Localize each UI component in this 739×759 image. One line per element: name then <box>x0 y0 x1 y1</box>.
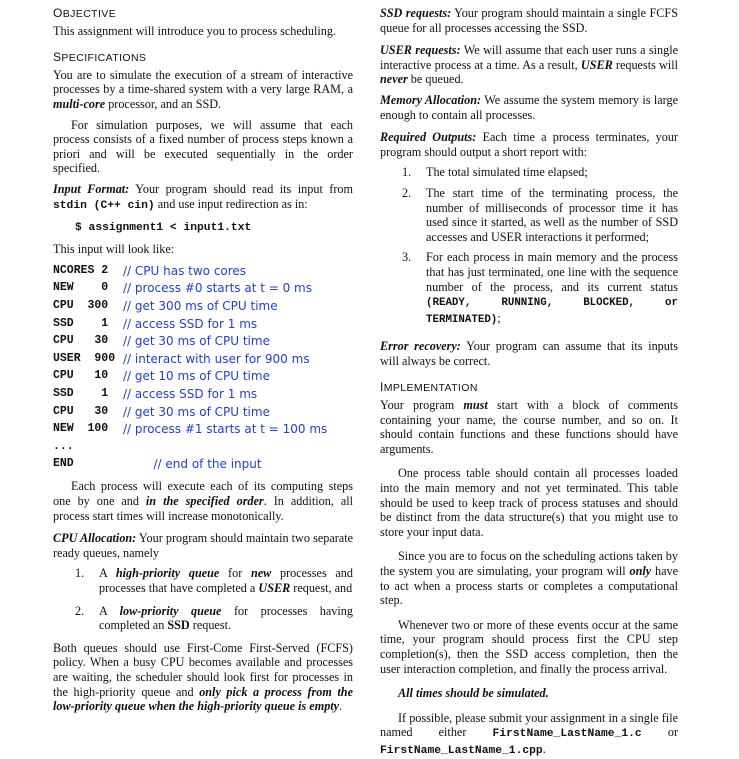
impl-paragraph-2: One process table should contain all processes loaded into the main memory and not yet terminated. This table should be used to keep track of process statuses and should be distinct from the data structure(s) that you might use to store your input data. <box>380 466 678 539</box>
code-keyword: END <box>53 457 74 471</box>
code-keyword: NEW 100 <box>53 422 109 436</box>
code-keyword: CPU 30 <box>53 334 109 348</box>
code-keyword: ... <box>53 439 74 453</box>
specifications-heading: SPECIFICATIONS <box>53 50 147 65</box>
input-look-like: This input will look like: <box>53 241 175 256</box>
fcfs-paragraph: Both queues should use First-Come First-Served (FCFS) policy. When a busy CPU becomes available and processes are waiting, the scheduler should look first for processes in the high-priority queue and only pick a process from the low-priority queue when the high-priority queue is empty. <box>53 640 353 714</box>
code-line <box>53 403 353 421</box>
code-line <box>53 438 353 456</box>
list-item: 2. The start time of the terminating process, the number of milliseconds of processor time it has used since it started, as well as the number of SSD accesses and USER interactions it performed; <box>402 185 678 244</box>
code-line <box>53 368 353 386</box>
memory-allocation-paragraph: Memory Allocation: We assume the system memory is large enough to contain all processes. <box>380 92 678 122</box>
code-comment: // interact with user for 900 ms <box>123 351 310 366</box>
code-line <box>53 333 353 351</box>
list-item: 1. A high-priority queue for new processes and processes that have completed a USER request, and <box>75 566 353 595</box>
spec-paragraph-1: You are to simulate the execution of a stream of interactive processes by a time-shared system with a very large RAM, a multi-core processor, and an SSD. <box>53 67 353 111</box>
ssd-requests-paragraph: SSD requests: Your program should maintain a single FCFS queue for all processes accessing the SSD. <box>380 6 678 35</box>
code-keyword: CPU 30 <box>53 404 109 418</box>
code-comment: // process #0 starts at t = 0 ms <box>123 281 312 296</box>
input-example <box>53 262 353 473</box>
objective-heading: OBJECTIVE <box>53 6 117 20</box>
code-line <box>53 280 353 298</box>
code-keyword: SSD 1 <box>53 316 109 330</box>
cpu-allocation-paragraph: CPU Allocation: Your program should maintain two separate ready queues, namely <box>53 531 353 560</box>
code-comment: // CPU has two cores <box>123 263 247 278</box>
input-format-paragraph: Input Format: Your program should read its input from stdin (C++ cin) and use input redirection as in: <box>53 181 353 212</box>
code-line <box>53 421 353 439</box>
left-column <box>53 6 353 714</box>
outputs-list <box>380 165 678 327</box>
code-keyword: USER 900 <box>53 351 116 365</box>
code-comment: // end of the input <box>123 457 262 472</box>
code-keyword: NEW 0 <box>53 281 109 295</box>
code-comment: // get 30 ms of CPU time <box>123 404 270 419</box>
command-line: $ assignment1 < input1.txt <box>75 222 252 235</box>
required-outputs-paragraph: Required Outputs: Each time a process terminates, your program should output a short report with: <box>380 130 678 159</box>
code-line <box>53 350 353 368</box>
code-keyword: CPU 10 <box>53 369 109 383</box>
impl-paragraph-3: Since you are to focus on the scheduling actions taken by the system you are simulating, your program will only have to act when a process starts or completes a computational step. <box>380 549 678 608</box>
right-column <box>380 6 678 759</box>
code-line <box>53 385 353 403</box>
list-item: 1. The total simulated time elapsed; <box>402 165 588 180</box>
spec-paragraph-2: For simulation purposes, we will assume that each process consists of a fixed number of process steps known a priori and will be executed sequentially in the order specified. <box>53 117 353 176</box>
implementation-heading: IMPLEMENTATION <box>380 380 478 395</box>
code-line <box>53 315 353 333</box>
code-line <box>53 262 353 280</box>
code-comment: // access SSD for 1 ms <box>123 316 258 331</box>
code-comment: // get 10 ms of CPU time <box>123 369 270 384</box>
code-line <box>53 298 353 316</box>
code-keyword: CPU 300 <box>53 299 109 312</box>
list-item: 2. A low-priority queue for processes having completed an SSD request. <box>75 603 353 633</box>
code-keyword: NCORES 2 <box>53 263 109 277</box>
impl-paragraph-5: All times should be simulated. <box>398 686 549 701</box>
impl-paragraph-1: Your program must start with a block of comments containing your name, the course number, and so on. It should contain functions and these functions should have arguments. <box>380 398 678 456</box>
spec-paragraph-3: Each process will execute each of its computing steps one by one and in the specified order. In addition, all process start times will increase monotonically. <box>53 479 354 523</box>
code-comment: // get 30 ms of CPU time <box>123 334 270 349</box>
code-comment: // process #1 starts at t = 100 ms <box>123 422 328 437</box>
code-comment: // access SSD for 1 ms <box>123 386 258 401</box>
user-requests-paragraph: USER requests: We will assume that each user runs a single interactive process at a time. As a result, USER requests will never be queued. <box>380 43 679 87</box>
impl-paragraph-6: If possible, please submit your assignment in a single file named either FirstName_LastName_1.c or FirstName_LastName_1.cpp. <box>380 710 679 757</box>
queue-list <box>53 566 353 632</box>
list-item: 3. For each process in main memory and the process that has just terminated, one line with the sequence number of the process, and its current status (READY, RUNNING, BLOCKED, or TERMINATED); <box>402 250 678 326</box>
error-recovery-paragraph: Error recovery: Your program can assume that its inputs will always be correct. <box>380 339 678 368</box>
impl-paragraph-4: Whenever two or more of these events occur at the same time, your program should process first the CPU step completion(s), then the SSD access completion, then the user interaction completion, and finally the process arrival. <box>380 617 678 676</box>
code-keyword: SSD 1 <box>53 386 109 400</box>
objective-text: This assignment will introduce you to process scheduling. <box>53 23 336 38</box>
code-comment: // get 300 ms of CPU time <box>123 299 278 313</box>
code-line <box>53 456 353 474</box>
